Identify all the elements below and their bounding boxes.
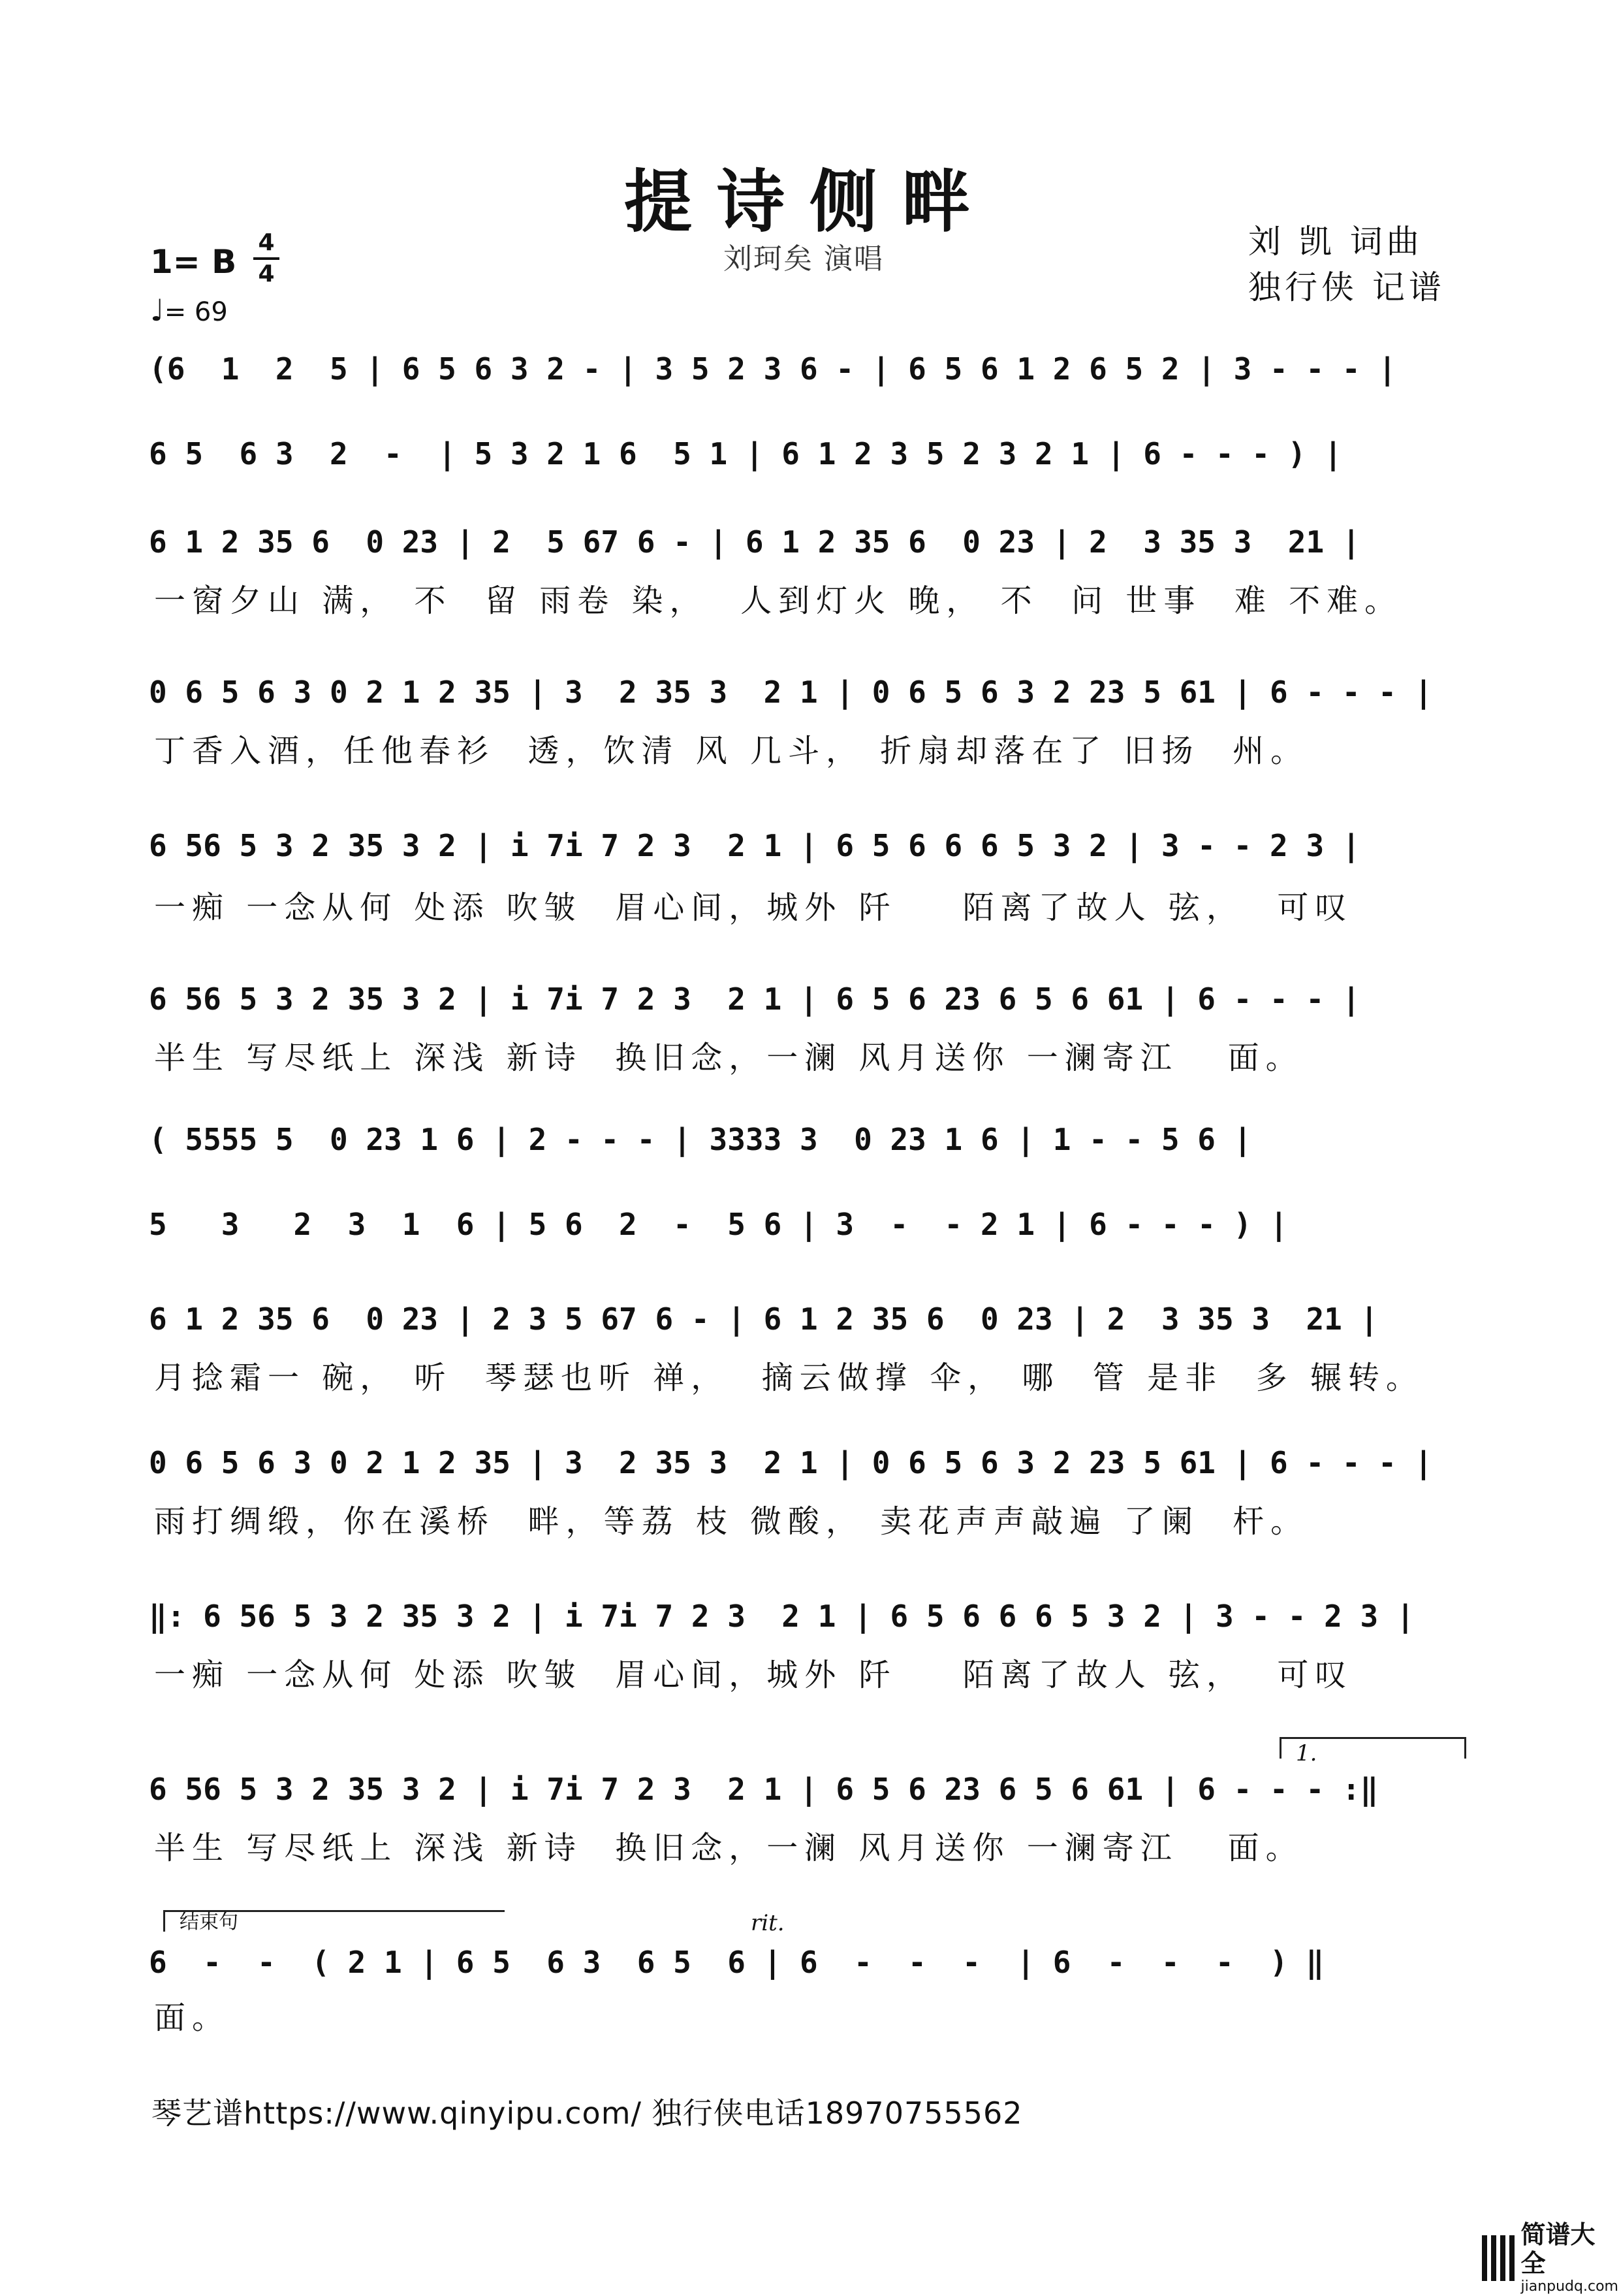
lyric-row-5: 一痴 一念从何 处添 吹皱 眉心间，城外 阡 陌离了故人 弦， 可叹 [154, 888, 1466, 927]
score-row-8: 5 3 2 3 1 6 | 5 6 2 - 5 6 | 3 - - 2 1 | 6 - - - ) | [149, 1205, 1468, 1244]
lyric-row-3: 一窗夕山 满， 不 留 雨卷 染， 人到灯火 晚， 不 问 世事 难 不难。 [154, 581, 1466, 620]
quarter-note-icon: ♩ [150, 293, 165, 328]
score-row-10: 0 6 5 6 3 0 2 1 2 35 | 3 2 35 3 2 1 | 0 6 5 6 3 2 23 5 61 | 6 - - - | [149, 1443, 1468, 1482]
lyric-row-10: 雨打绸缎，你在溪桥 畔，等荔 枝 微酸， 卖花声声敲遍 了阑 杆。 [154, 1502, 1466, 1541]
lyric-row-13: 面。 [154, 1998, 1466, 2037]
score-row-12: 6 56 5 3 2 35 3 2 | i 7i 7 2 3 2 1 | 6 5 6 23 6 5 6 61 | 6 - - - :‖ [149, 1770, 1468, 1809]
time-signature-bar [253, 257, 279, 260]
tempo-marking [150, 293, 228, 328]
score-row-3: 6 1 2 35 6 0 23 | 2 5 67 6 - | 6 1 2 35 6 0 23 | 2 3 35 3 21 | [149, 522, 1468, 562]
lyric-row-9: 月捻霜一 碗， 听 琴瑟也听 禅， 摘云做撑 伞， 哪 管 是非 多 辗转。 [154, 1358, 1466, 1397]
score-row-2: 6 5 6 3 2 - | 5 3 2 1 6 5 1 | 6 1 2 3 5 2 3 2 1 | 6 - - - ) | [149, 434, 1468, 473]
tempo-value: = 69 [165, 297, 228, 327]
score-row-5: 6 56 5 3 2 35 3 2 | i 7i 7 2 3 2 1 | 6 5 6 6 6 5 3 2 | 3 - - 2 3 | [149, 826, 1468, 865]
footer-source: 琴艺谱https://www.qinyipu.com/ 独行侠电话18970755562 [151, 2090, 1023, 2133]
score-row-9: 6 1 2 35 6 0 23 | 2 3 5 67 6 - | 6 1 2 35 6 0 23 | 2 3 35 3 21 | [149, 1299, 1468, 1339]
ending-label: 结束句 [180, 1905, 238, 1934]
watermark-logo [1482, 2220, 1619, 2296]
score-row-7: ( 5555 5 0 23 1 6 | 2 - - - | 3333 3 0 23 1 6 | 1 - - 5 6 | [149, 1120, 1468, 1159]
score-row-4: 0 6 5 6 3 0 2 1 2 35 | 3 2 35 3 2 1 | 0 6 5 6 3 2 23 5 61 | 6 - - - | [149, 673, 1468, 712]
credit-transcriber: 独行侠 记谱 [1248, 261, 1445, 308]
piano-keys-icon [1482, 2235, 1515, 2281]
time-signature-bottom: 4 [252, 261, 281, 287]
score-row-11: ‖: 6 56 5 3 2 35 3 2 | i 7i 7 2 3 2 1 | 6 5 6 6 6 5 3 2 | 3 - - 2 3 | [149, 1597, 1468, 1636]
score-row-13: 6 - - ( 2 1 | 6 5 6 3 6 5 6 | 6 - - - | 6 - - - ) ‖ [149, 1943, 1468, 1982]
lyric-row-12: 半生 写尽纸上 深浅 新诗 换旧念，一澜 风月送你 一澜寄江 面。 [154, 1828, 1466, 1868]
time-signature-top: 4 [252, 230, 281, 256]
song-title: 提诗侧畔 [0, 147, 1619, 245]
lyric-row-11: 一痴 一念从何 处添 吹皱 眉心间，城外 阡 陌离了故人 弦， 可叹 [154, 1655, 1466, 1695]
performer: 刘珂矣 演唱 [723, 235, 884, 277]
rit-marking: rit. [751, 1910, 785, 1936]
lyric-row-4: 丁香入酒，任他春衫 透，饮清 风 几斗， 折扇却落在了 旧扬 州。 [154, 731, 1466, 771]
watermark-url: jianpudq.com [1521, 2278, 1619, 2296]
volta-label: 1. [1296, 1740, 1317, 1766]
watermark-name: 简谱大全 [1521, 2220, 1619, 2278]
credit-lyrics-music: 刘 凯 词曲 [1248, 215, 1423, 263]
lyric-row-6: 半生 写尽纸上 深浅 新诗 换旧念，一澜 风月送你 一澜寄江 面。 [154, 1038, 1466, 1077]
score-row-1: (6 1 2 5 | 6 5 6 3 2 - | 3 5 2 3 6 - | 6 5 6 1 2 6 5 2 | 3 - - - | [149, 349, 1468, 389]
time-signature [252, 230, 281, 287]
score-row-6: 6 56 5 3 2 35 3 2 | i 7i 7 2 3 2 1 | 6 5 6 23 6 5 6 61 | 6 - - - | [149, 980, 1468, 1019]
key-signature: 1= B [150, 243, 236, 281]
